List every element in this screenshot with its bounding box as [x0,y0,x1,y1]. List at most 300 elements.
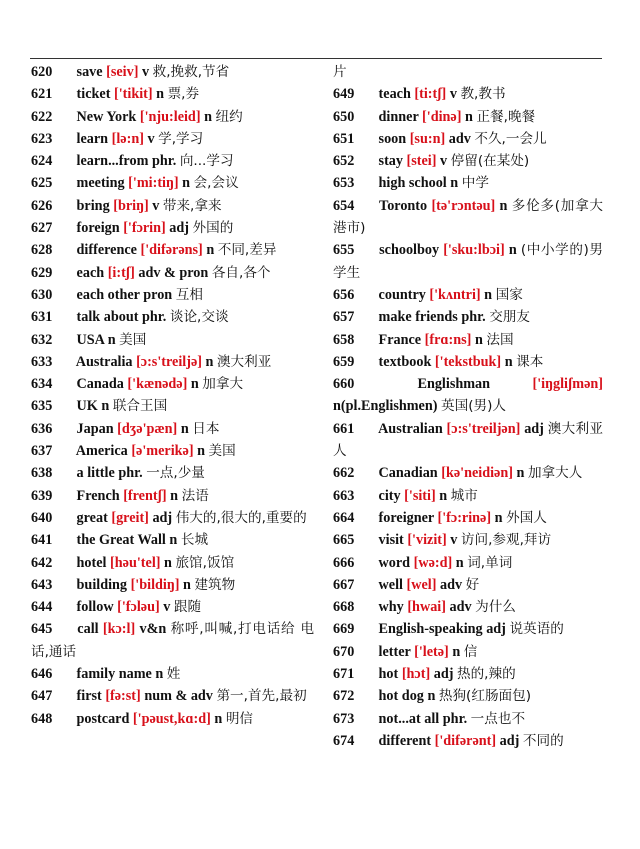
entry-word: hot [378,666,399,683]
entry-meaning: 联合王国 [112,398,168,415]
entry-pos: adj [499,732,520,749]
vocab-entry [333,529,603,551]
entry-meaning: 正餐,晚餐 [476,108,536,125]
entry-meaning: 不同的 [522,732,564,749]
entry-pos: v [449,86,457,103]
entry-phonetic: [kɔ:l] [102,621,136,638]
entry-number: 668 [333,599,355,616]
entry-pos: n [516,465,525,482]
entry-pos: n [452,643,461,660]
entry-pos: v [152,197,160,214]
entry-word: Canadian [378,465,438,482]
vocab-entry [31,351,314,373]
continuation-meaning: 片 [333,64,347,80]
vocab-entry [31,708,314,730]
entry-pos: n [450,175,459,192]
entry-meaning: 热的,辣的 [457,666,516,683]
vocab-entry [31,262,314,284]
vocab-entry [31,373,314,395]
entry-pos: n [155,666,164,683]
entry-phonetic: ['fɔləu] [117,599,160,616]
entry-pos: phr. [461,309,486,326]
entry-number: 641 [31,532,53,549]
entry-meaning: 救,挽救,节省 [152,64,230,80]
entry-meaning: 长城 [180,532,209,549]
entry-number: 651 [333,130,355,147]
vocab-entry [31,217,314,239]
vocab-entry [333,284,603,306]
vocab-entry [31,529,314,551]
entry-number: 629 [31,264,53,281]
entry-pos: adj [169,220,189,237]
vocab-entry [333,195,603,240]
entry-meaning: 好 [465,576,480,593]
entry-word: New York [76,108,137,125]
entry-word: Toronto [379,197,428,214]
entry-phonetic: [dʒə'pæn] [117,420,178,437]
entry-pos: n [197,443,205,460]
entry-meaning: 一点也不 [470,710,526,727]
entry-phonetic: ['fɔ:rinə] [437,509,492,526]
entry-pos: n [182,175,191,192]
entry-word: building [76,576,128,593]
entry-phonetic: ['sku:lbɔi] [443,242,505,259]
entry-word: save [76,64,103,80]
vocab-entry [333,641,603,663]
entry-meaning: 为什么 [475,599,516,616]
entry-pos: n [439,487,448,504]
entry-meaning: 旅馆,饭馆 [175,554,235,571]
entry-number: 652 [333,153,355,170]
entry-pos: adv [449,599,472,616]
continuation-text [333,61,603,83]
entry-phonetic: ['letə] [414,643,449,660]
entry-number: 654 [333,197,355,214]
vocab-entries [333,83,603,752]
entry-meaning: 教,教书 [460,86,506,103]
entry-word: first [76,688,102,705]
entry-word: each other [76,286,140,303]
entry-meaning: 澳大利亚人 [333,420,604,460]
entry-word: postcard [76,710,130,727]
entry-pos: n [427,688,436,705]
entry-word: Australian [378,420,443,437]
entry-meaning: 外国人 [506,509,547,526]
entry-pos: n [455,554,464,571]
entry-meaning: 外国的 [192,220,234,237]
entry-pos: adv & pron [138,264,209,281]
entry-pos: n [169,532,178,549]
entry-word: French [76,487,120,504]
entry-meaning: 课本 [516,353,544,370]
entry-pos: v [141,64,150,80]
entry-pos: n [214,710,223,727]
vocab-entry [333,485,603,507]
entry-number: 653 [333,175,355,192]
entry-phonetic: ['fɔrin] [123,220,166,237]
entry-word: Englishman [417,376,491,393]
entry-phonetic: [greit] [111,509,149,526]
entry-pos: n [504,353,513,370]
vocab-entry [31,106,314,128]
vocab-entry [31,329,314,351]
entry-word: dinner [378,108,419,125]
entry-number: 627 [31,220,53,237]
entry-number: 663 [333,487,355,504]
entry-word: great [76,509,108,526]
entry-phonetic: [wə:d] [413,554,453,571]
entry-pos: n [465,108,473,125]
entry-number: 633 [31,353,53,370]
entry-meaning: 英国(男)人 [441,398,506,415]
vocab-entry [31,284,314,306]
entry-pos: n [190,376,199,393]
entry-number: 631 [31,309,53,326]
entry-meaning: 国家 [495,286,523,303]
vocab-entry [333,574,603,596]
entry-pos: adv [448,130,471,147]
entry-meaning: 热狗(红肠面包) [438,688,532,705]
entry-meaning: 日本 [192,420,220,437]
entry-word: follow [76,599,114,616]
entry-number: 622 [31,108,53,125]
entry-pos: adj [524,420,544,437]
entry-number: 628 [31,242,53,259]
entry-word: stay [378,153,403,170]
entry-meaning: 纽约 [215,108,243,125]
entry-meaning: 城市 [450,487,478,504]
entry-number: 650 [333,108,355,125]
vocab-entry [31,418,314,440]
entry-number: 656 [333,286,355,303]
entry-phonetic: [fə:st] [105,688,141,705]
entry-pos: n [156,86,165,103]
vocab-entry [31,83,314,105]
entry-meaning: 明信 [225,710,253,727]
entry-number: 639 [31,487,53,504]
vocab-entry [333,596,603,618]
entry-word: letter [378,643,411,660]
entry-pos: n [183,576,191,593]
entry-number: 624 [31,153,53,170]
entry-pos: phr. [151,153,177,170]
entry-phonetic: [tə'rɔntəu] [431,197,496,214]
entry-pos: n [164,554,172,571]
entry-phonetic: [həu'tel] [110,554,161,571]
vocab-entry [333,462,603,484]
entry-word: UK [76,398,98,415]
entry-number: 636 [31,420,53,437]
entry-number: 658 [333,331,355,348]
entry-number: 637 [31,443,53,460]
vocab-entry [31,485,314,507]
entry-word: ticket [76,86,111,103]
entry-word: English-speaking [378,621,483,638]
entry-number: 634 [31,376,53,393]
entry-word: Canada [76,376,124,393]
vocab-entry [333,507,603,529]
entry-pos: v [147,130,155,147]
vocab-entry [333,128,603,150]
entry-number: 657 [333,309,355,326]
entry-meaning: 美国 [119,331,147,348]
entry-number: 647 [31,688,53,705]
vocab-entries [31,61,314,730]
entry-pos: n [474,331,483,348]
entry-meaning: 建筑物 [194,576,236,593]
entry-meaning: 带来,拿来 [162,197,222,214]
header-rule [30,58,602,59]
entry-number: 630 [31,286,53,303]
entry-phonetic: [briŋ] [113,197,149,214]
vocab-entry [333,106,603,128]
vocab-entry [31,395,314,417]
entry-word: schoolboy [379,242,440,259]
entry-phonetic: ['difərənt] [434,732,497,749]
entry-meaning: 词,单词 [467,554,513,571]
vocab-entry [31,618,314,663]
entry-word: make friends [378,309,458,326]
left-column [31,61,314,730]
entry-number: 666 [333,554,355,571]
entry-pos: n [101,398,110,415]
vocab-entry [333,351,603,373]
entry-number: 671 [333,666,355,683]
vocab-entry [333,83,603,105]
entry-meaning: 第一,首先,最初 [216,688,307,705]
vocab-entry [31,128,314,150]
entry-phonetic: [kə'neidiən] [441,465,513,482]
entry-number: 626 [31,197,53,214]
entry-number: 673 [333,710,355,727]
entry-number: 667 [333,576,355,593]
entry-meaning: 访问,参观,拜访 [460,532,552,549]
entry-pos: v [163,599,171,616]
vocab-entry [31,462,314,484]
entry-meaning: 向...学习 [179,153,234,170]
entry-number: 646 [31,666,53,683]
entry-phonetic: ['vizit] [407,532,447,549]
entry-word: talk about [76,309,139,326]
entry-word: family name [76,666,152,683]
entry-word: America [75,443,128,460]
entry-phonetic: ['nju:leid] [139,108,201,125]
vocab-entry [333,172,603,194]
entry-word: USA [76,331,105,348]
entry-pos: phr. [141,309,167,326]
entry-word: each [76,264,105,281]
entry-meaning: 法语 [181,487,209,504]
entry-word: hot dog [378,688,424,705]
entry-word: the Great Wall [76,532,166,549]
entry-word: call [77,621,99,638]
vocab-entry [31,61,314,83]
vocab-entry [333,239,603,284]
entry-number: 661 [333,420,355,437]
entry-meaning: 各自,各个 [211,264,271,281]
entry-number: 665 [333,532,355,549]
entry-number: 655 [333,242,355,259]
vocab-entry [31,507,314,529]
entry-pos: num & adv [144,688,213,705]
vocab-entry [31,596,314,618]
vocab-entry [31,172,314,194]
vocab-entry [333,708,603,730]
entry-word: learn...from [76,153,149,170]
entry-pos: n [205,353,214,370]
vocab-entry [31,150,314,172]
entry-word: visit [378,532,404,549]
entry-number: 648 [31,710,53,727]
entry-phonetic: ['bildiŋ] [130,576,180,593]
entry-meaning: 加拿大 [202,376,244,393]
entry-pos: phr. [442,710,468,727]
entry-phonetic: ['siti] [404,487,436,504]
entry-word: France [378,331,422,348]
entry-meaning: 互相 [175,286,203,303]
entry-phonetic: ['iŋgliʃmən] [532,376,604,393]
entry-phonetic: [frentʃ] [123,487,167,504]
entry-meaning: 停留(在某处) [450,153,530,170]
entry-phonetic: ['tekstbuk] [434,353,502,370]
entry-word: not...at all [378,710,440,727]
entry-pos: n [170,487,179,504]
entry-number: 672 [333,688,355,705]
entry-meaning: 伟大的,很大的,重要的 [175,509,307,526]
entry-phonetic: [hɔt] [401,666,431,683]
entry-phonetic: [hwai] [407,599,446,616]
entry-meaning: 姓 [166,666,181,683]
entry-number: 662 [333,465,355,482]
entry-pos: adj [433,666,454,683]
vocab-entry [31,306,314,328]
entry-phonetic: [ti:tʃ] [414,86,447,103]
entry-pos: n [494,509,503,526]
entry-word: Australia [75,353,133,370]
entry-word: well [378,576,403,593]
entry-word: a little [76,465,115,482]
entry-pos: n(pl.Englishmen) [333,398,438,415]
vocab-entry [31,195,314,217]
entry-word: hotel [76,554,107,571]
entry-meaning: 不同,差异 [217,242,277,259]
entry-number: 640 [31,509,53,526]
entry-meaning: 澳大利亚 [216,353,272,370]
vocab-entry [31,685,314,707]
entry-meaning: 跟随 [173,599,202,616]
entry-phonetic: [stei] [406,153,437,170]
entry-phonetic: [ə'merikə] [131,443,194,460]
vocab-entry [333,418,603,463]
entry-word: different [378,732,432,749]
entry-number: 670 [333,643,355,660]
entry-meaning: 交朋友 [489,309,530,326]
entry-number: 643 [31,576,53,593]
entry-word: meeting [76,175,125,192]
entry-phonetic: ['dinə] [422,108,462,125]
entry-word: why [378,599,404,616]
entry-number: 621 [31,86,53,103]
entry-phonetic: ['mi:tiŋ] [128,175,179,192]
vocab-entry [333,730,603,752]
vocab-entry [333,552,603,574]
entry-pos: adv [440,576,463,593]
entry-number: 632 [31,331,53,348]
entry-phonetic: [lə:n] [111,130,144,147]
entry-pos: n [499,197,508,214]
right-column [333,61,603,752]
entry-pos: adj [152,509,173,526]
vocab-entry [333,329,603,351]
vocab-entry [333,663,603,685]
entry-pos: n [508,242,517,259]
entry-number: 659 [333,353,355,370]
entry-pos: n [204,108,212,125]
vocab-entry [31,552,314,574]
entry-phonetic: [frɑ:ns] [424,331,472,348]
entry-pos: n [107,331,116,348]
entry-word: difference [76,242,137,259]
entry-word: textbook [378,353,432,370]
entry-word: word [378,554,411,571]
entry-pos: pron [143,286,173,303]
entry-word: city [378,487,401,504]
entry-phonetic: ['pəust,kɑ:d] [132,710,211,727]
entry-number: 625 [31,175,53,192]
entry-meaning: 中学 [461,175,489,192]
entry-meaning: 学,学习 [158,130,204,147]
entry-word: Japan [76,420,114,437]
entry-meaning: 不久,一会儿 [474,130,547,147]
entry-meaning: 多伦多(加拿大港市) [333,197,604,237]
vocab-entry [333,150,603,172]
vocab-entry [31,440,314,462]
entry-phonetic: [ɔ:s'treiljə] [136,353,202,370]
entry-meaning: 称呼,叫喊,打电话给 电话,通话 [31,621,315,660]
entry-pos: v [440,153,448,170]
vocab-entry [31,574,314,596]
vocab-entry [333,306,603,328]
entry-word: foreign [76,220,120,237]
entry-word: foreigner [378,509,434,526]
entry-phonetic: ['tikit] [113,86,153,103]
entry-meaning: 票,券 [167,86,200,103]
entry-number: 620 [31,64,53,80]
entry-meaning: 法国 [486,331,514,348]
entry-pos: n [206,242,215,259]
entry-phonetic: [wel] [406,576,437,593]
entry-meaning: 加拿大人 [527,465,583,482]
entry-word: learn [76,130,109,147]
entry-number: 638 [31,465,53,482]
entry-pos: v&n [139,621,167,638]
entry-meaning: (中小学的)男学生 [333,242,604,281]
entry-phonetic: ['difərəns] [140,242,203,259]
entry-word: high school [378,175,447,192]
entry-number: 660 [333,376,355,393]
entry-phonetic: [ɔ:s'treiljən] [446,420,521,437]
entry-meaning: 谈论,交谈 [169,309,229,326]
entry-phonetic: [i:tʃ] [107,264,135,281]
vocab-entry [333,685,603,707]
entry-number: 674 [333,732,355,749]
entry-phonetic: [seiv] [106,64,139,80]
entry-number: 649 [333,86,355,103]
entry-pos: adj [486,621,506,638]
entry-number: 635 [31,398,53,415]
entry-word: teach [378,86,411,103]
entry-pos: v [450,532,458,549]
